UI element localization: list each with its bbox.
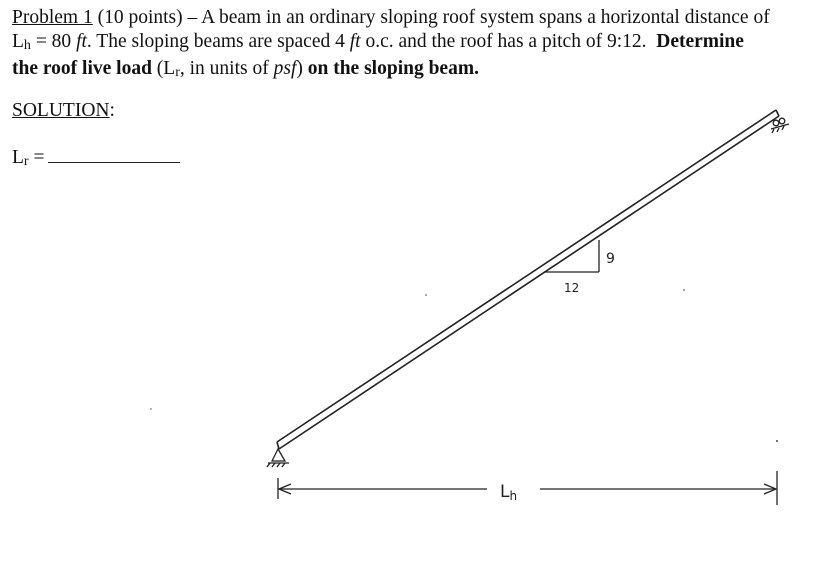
problem-bold-1: Determine (656, 31, 744, 52)
unit-ft-1: ft (76, 31, 87, 52)
span-dimension (278, 471, 777, 505)
problem-text-2: . The sloping beams are spaced 4 (86, 31, 345, 52)
span-label-symbol: L (500, 482, 510, 502)
problem-bold-3: on the sloping beam. (307, 58, 479, 80)
run-label: 12 (564, 281, 580, 295)
pin-support-icon (267, 449, 289, 467)
sloping-beam (277, 110, 779, 449)
problem-text-1: A beam in an ordinary sloping roof system spans a horizontal distance of (201, 7, 770, 28)
solution-label: SOLUTION (12, 100, 110, 121)
answer-equals: = (28, 147, 45, 168)
answer-subscript: r (23, 153, 29, 170)
problem-text-3: o.c. and the roof has a pitch of 9:12. (365, 31, 647, 52)
span-label-subscript: h (509, 489, 518, 503)
paren-close: ) (296, 58, 303, 80)
lh-subscript: h (23, 37, 31, 54)
rise-label: 9 (606, 251, 615, 267)
unit-psf: psf (273, 58, 297, 80)
answer-symbol: L (12, 147, 24, 168)
problem-label: Problem 1 (12, 7, 93, 28)
problem-dash: – (187, 7, 198, 28)
problem-text-4: , in units of (179, 58, 269, 80)
lh-equals: = 80 (35, 31, 72, 52)
lh-symbol: L (12, 31, 24, 52)
solution-colon: : (109, 100, 115, 121)
problem-bold-2: the roof live load (12, 58, 152, 80)
paren-open: (L (156, 58, 176, 80)
unit-ft-2: ft (349, 31, 361, 52)
scan-specks (150, 289, 778, 442)
span-label (500, 482, 517, 503)
problem-points: (10 points) (97, 7, 183, 28)
lr-subscript: r (175, 64, 180, 81)
